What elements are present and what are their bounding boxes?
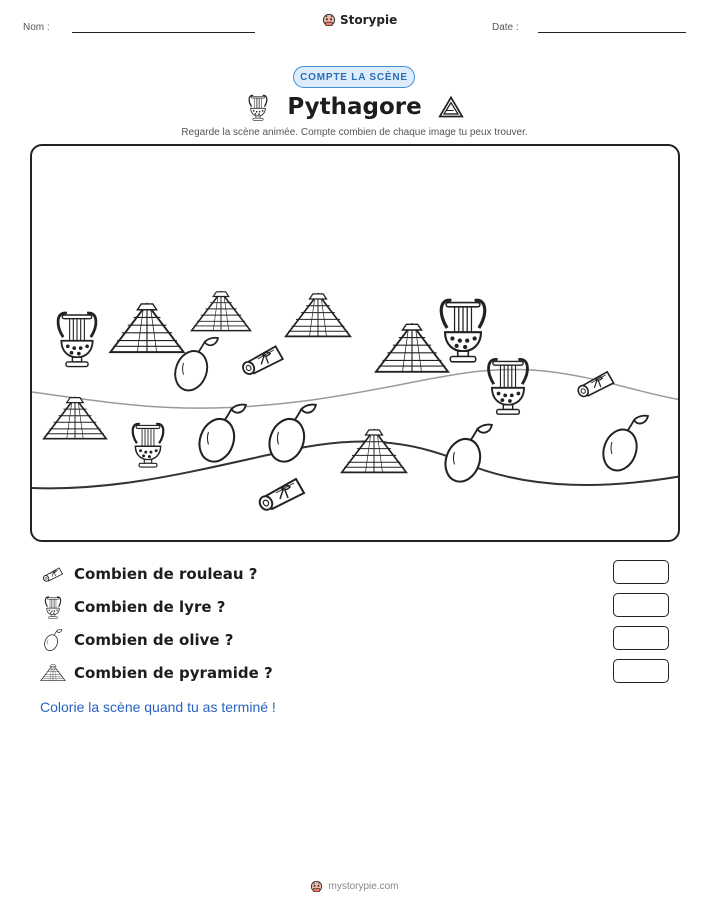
storypie-mascot-icon	[310, 880, 323, 893]
olive-icon	[40, 628, 66, 652]
question-text: Combien de lyre ?	[74, 598, 226, 616]
pyramid-object	[42, 396, 108, 442]
olive-object	[266, 400, 318, 466]
pyramid-object	[284, 292, 352, 340]
brand-name: Storypie	[340, 13, 398, 27]
answer-box-olive[interactable]	[613, 626, 669, 650]
olive-object	[172, 334, 220, 394]
lyre-icon	[245, 92, 271, 122]
pyramid-object	[190, 290, 252, 334]
page-title: Pythagore	[287, 94, 422, 120]
footer-site: mystorypie.com	[328, 881, 399, 892]
pyramid-icon	[40, 661, 66, 685]
activity-badge: COMPTE LA SCÈNE	[293, 66, 415, 88]
scroll-icon	[40, 562, 66, 586]
footer	[0, 880, 709, 893]
olive-object	[196, 400, 248, 466]
date-label: Date :	[492, 22, 519, 33]
question-row-olive	[40, 627, 234, 653]
name-label: Nom :	[23, 22, 50, 33]
date-field[interactable]	[538, 32, 686, 33]
question-text: Combien de pyramide ?	[74, 664, 273, 682]
question-row-lyre	[40, 594, 225, 620]
brand-logo	[322, 13, 397, 27]
name-field[interactable]	[72, 32, 255, 33]
question-row-pyramid	[40, 660, 273, 686]
question-text: Combien de rouleau ?	[74, 565, 258, 583]
scroll-object	[236, 342, 290, 376]
question-row-scroll	[40, 561, 257, 587]
scroll-object	[252, 474, 312, 512]
lyre-icon	[40, 595, 66, 619]
olive-object	[442, 420, 494, 486]
pyramid-object	[340, 428, 408, 476]
title-row	[0, 90, 709, 124]
lyre-object	[128, 418, 168, 470]
answer-box-pyramid[interactable]	[613, 659, 669, 683]
coloring-note: Colorie la scène quand tu as terminé !	[40, 699, 276, 715]
answer-box-lyre[interactable]	[613, 593, 669, 617]
answer-box-scroll[interactable]	[613, 560, 669, 584]
lyre-object	[482, 352, 534, 418]
lyre-object	[54, 304, 100, 372]
triangle-icon	[438, 95, 464, 119]
storypie-mascot-icon	[322, 13, 336, 27]
instructions: Regarde la scène animée. Compte combien de chaque image tu peux trouver.	[181, 127, 528, 138]
counting-scene	[30, 144, 680, 542]
olive-object	[600, 412, 650, 474]
scroll-object	[572, 368, 620, 398]
question-text: Combien de olive ?	[74, 631, 234, 649]
